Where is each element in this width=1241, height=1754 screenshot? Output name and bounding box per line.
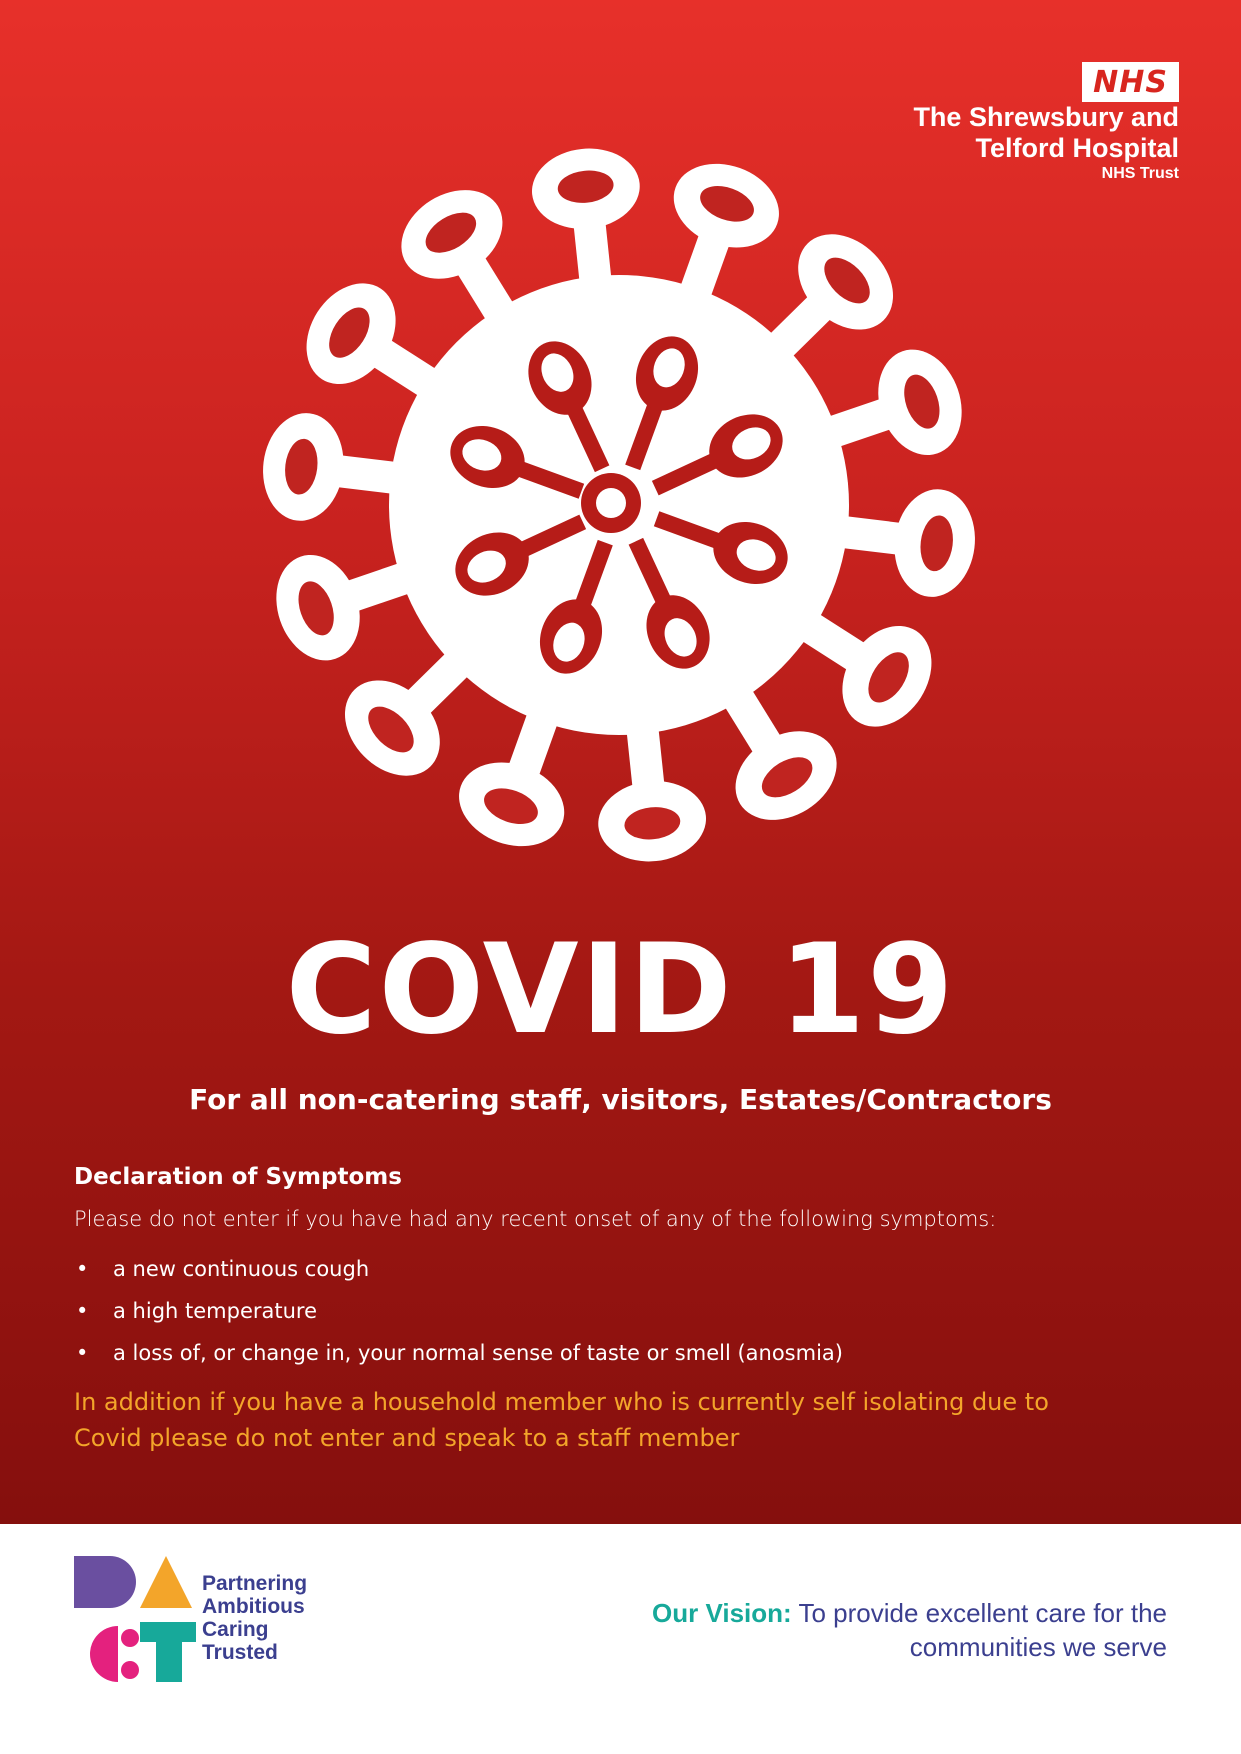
vision-text: To provide excellent care for the communities we serve (791, 1598, 1167, 1662)
household-warning: In addition if you have a household member who is currently self isolating due to Covid please do not enter and speak to a staff member (74, 1388, 1049, 1452)
list-item (74, 1248, 1174, 1290)
declaration-heading: Declaration of Symptoms (74, 1164, 402, 1190)
symptom-text: a loss of, or change in, your normal sense of taste or smell (anosmia) (113, 1341, 843, 1365)
pact-values (202, 1572, 307, 1664)
list-item (74, 1332, 1174, 1374)
value-caring: Caring (202, 1618, 269, 1641)
bullet-icon: • (76, 1341, 89, 1365)
org-name-line-3: NHS Trust (1101, 165, 1179, 182)
org-name-line-2: Telford Hospital (975, 133, 1179, 163)
vision-statement (607, 1596, 1167, 1664)
symptom-text: a new continuous cough (113, 1257, 370, 1281)
nhs-badge: NHS (1082, 62, 1179, 102)
list-item (74, 1290, 1174, 1332)
value-ambitious: Ambitious (202, 1595, 305, 1618)
declaration-intro: Please do not enter if you have had any recent onset of any of the following symptoms: (74, 1207, 997, 1231)
coronavirus-icon (239, 125, 999, 885)
vision-label: Our Vision: (652, 1598, 792, 1628)
symptom-list (74, 1248, 1174, 1374)
symptom-text: a high temperature (113, 1299, 318, 1323)
declaration-section (74, 1160, 1174, 1456)
virus-core-center (596, 488, 626, 518)
value-trusted: Trusted (202, 1641, 278, 1664)
bullet-icon: • (76, 1299, 89, 1323)
bullet-icon: • (76, 1257, 89, 1281)
page-title: COVID 19 (285, 918, 956, 1062)
value-partnering: Partnering (202, 1572, 308, 1595)
org-name-line-1: The Shrewsbury and (913, 102, 1179, 132)
footer (0, 1524, 1241, 1754)
audience-subtitle: For all non-catering staff, visitors, Estates/Contractors (189, 1083, 1052, 1116)
